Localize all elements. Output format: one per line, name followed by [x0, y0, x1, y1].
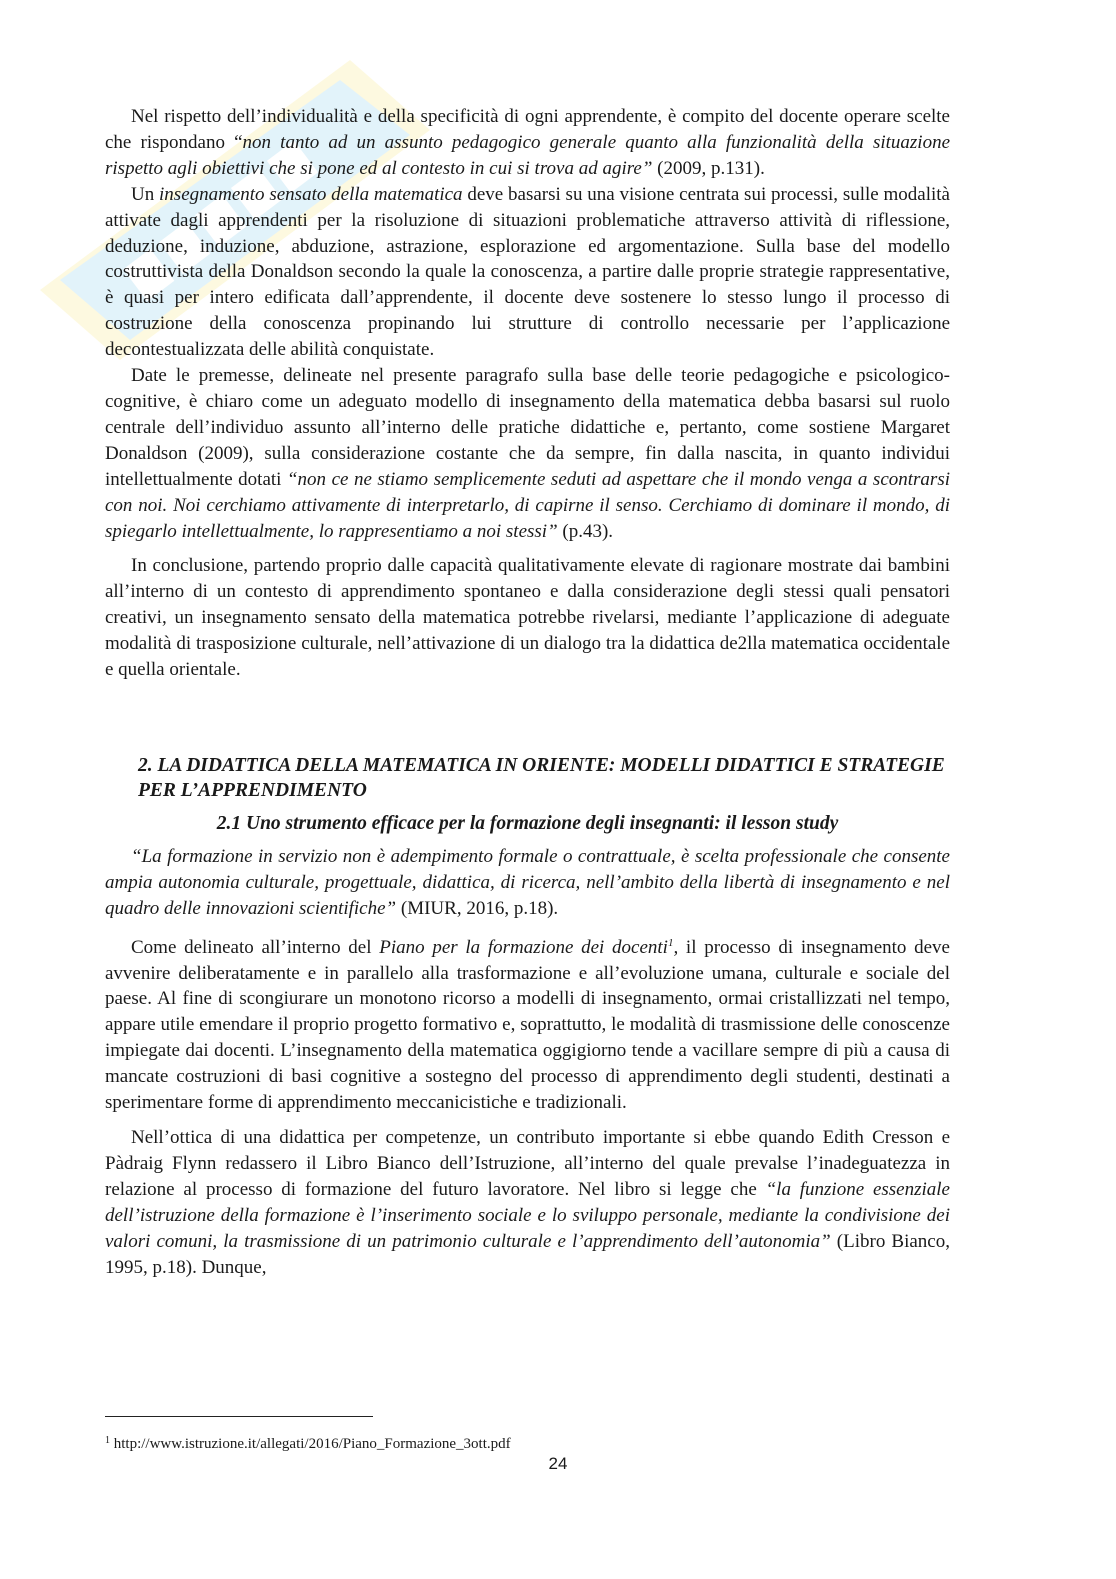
paragraph-3	[105, 363, 950, 544]
subsection-title: 2.1 Uno strumento efficace per la formazione degli insegnanti: il lesson study	[216, 812, 839, 834]
paragraph-1-quote: non tanto ad un assunto pedagogico generale quanto alla funzionalità della situazione rispetto agli obiettivi che si pone ed al contesto in cui si trova ad agire”	[105, 131, 951, 179]
paragraph-7	[105, 1125, 950, 1280]
paragraph-6-text: il processo di insegnamento deve avvenire deliberatamente e in parallelo alla trasformazione e all’evoluzione umana, culturale e sociale del paese. Al fine di scongiurare un monotono ricorso a modelli di insegnamento, ormai cristallizzati nel tempo, appare utile emendare il proprio progetto formativo e, soprattutto, le modalità di trasmissione delle conoscenze impiegate dai docenti. L’insegnamento della matematica oggigiorno tende a vacillare sempre di più a causa di mancate costruzioni di basi cognitive a sostegno del processo di apprendimento degli studenti, destinati a sperimentare forme di apprendimento meccanicistiche e tradizionali.	[105, 936, 950, 1114]
paragraph-3-text: Date le premesse, delineate nel presente paragrafo sulla base delle teorie pedagogiche e psicologico-cognitive, è chiaro come un adeguato modello di insegnamento della matematica debba basarsi sul ruolo centrale dell’individuo assunto all’interno delle pratiche didattiche e, pertanto, come sostiene Margaret Donaldson (2009), sulla considerazione costante che da sempre, fin dalla nascita, in quanto individui intellettualmente dotati	[105, 365, 950, 490]
paragraph-1-citation: (2009, p.131).	[652, 157, 765, 179]
paragraph-1	[105, 104, 950, 182]
paragraph-2-emphasis: insegnamento sensato della matematica	[159, 183, 463, 205]
paragraph-6-document-title: Piano per la formazione dei docenti	[379, 936, 668, 958]
paragraph-2	[105, 182, 950, 363]
paragraph-4: In conclusione, partendo proprio dalle capacità qualitativamente elevate di ragionare mostrate dai bambini all’interno di un contesto di apprendimento spontaneo e dalla considerazione degli stessi quali pensatori creativi, un insegnamento sensato della matematica potrebbe rivelarsi, mediante l’applicazione di adeguate modalità di trasposizione culturale, nell’attivazione di un dialogo tra la didattica de2lla matematica occidentale e quella orientale.	[105, 555, 950, 681]
paragraph-6-lead: Come delineato all’interno del	[131, 936, 380, 958]
footnote-divider	[105, 1416, 373, 1417]
paragraph-3-quote: “non ce ne stiamo semplicemente seduti ad aspettare che il mondo venga a scontrarsi con noi. Noi cerchiamo attivamente di interpretarlo, di capirne il senso. Cerchiamo di dominare il mondo, di spiegarlo intellettualmente, lo rappresentiamo a noi stessi”	[105, 468, 950, 542]
paragraph-7-quote: “la funzione essenziale dell’istruzione della formazione è l’inserimento sociale e lo sviluppo personale, mediante la condivisione dei valori comuni, la trasmissione di un patrimonio culturale e l’apprendimento dell’autonomia”	[105, 1178, 950, 1252]
paragraph-5-citation: (MIUR, 2016, p.18).	[396, 897, 559, 919]
paragraph-3-citation: (p.43).	[557, 520, 614, 542]
document-page	[105, 104, 950, 1280]
footnote-marker: 1	[105, 1435, 110, 1446]
paragraph-5	[105, 844, 950, 922]
paragraph-1-text: Nel rispetto dell’individualità e della specificità di ogni apprendente, è compito del docente operare scelte che rispondano “	[105, 106, 950, 153]
footnote-reference[interactable]: 1	[667, 936, 674, 949]
paragraph-6	[105, 931, 950, 1116]
paragraph-2-lead: Un	[131, 183, 160, 205]
paragraph-7-citation: (Libro Bianco, 1995, p.18). Dunque,	[105, 1230, 950, 1278]
paragraph-2-text: deve basarsi su una visione centrata sui processi, sulle modalità attivate dagli apprendenti per la risoluzione di situazioni problematiche attraverso attività di riflessione, deduzione, induzione, abduzione, astrazione, esplorazione ed argomentazione. Sulla base del modello costruttivista della Donaldson secondo la quale la conoscenza, a partire dalle proprie strategie rappresentative, è quasi per intero edificata dall’apprendente, il docente deve sostenere lo stesso lungo il processo di costruzione della conoscenza propinando lui strutture di controllo necessarie per l’applicazione decontestualizzata delle abilità conquistate.	[105, 183, 950, 361]
paragraph-5-quote: “La formazione in servizio non è adempimento formale o contrattuale, è scelta professionale che consente ampia autonomia culturale, progettuale, didattica, di ricerca, nell’ambito della libertà di insegnamento e nel quadro delle innovazioni scientifiche”	[105, 845, 950, 919]
page-number: 24	[548, 1454, 568, 1473]
paragraph-6-comma: ,	[673, 936, 679, 958]
footnote	[105, 1432, 511, 1453]
footnote-link[interactable]: http://www.istruzione.it/allegati/2016/Piano_Formazione_3ott.pdf	[110, 1436, 511, 1452]
paragraph-7-text: Nell’ottica di una didattica per competenze, un contributo importante si ebbe quando Edith Cresson e Pàdraig Flynn redassero il Libro Bianco dell’Istruzione, all’interno del quale prevalse l’inadeguatezza in relazione al processo di formazione del futuro lavoratore. Nel libro si legge che	[105, 1127, 950, 1200]
section-title: 2. LA DIDATTICA DELLA MATEMATICA IN ORIENTE: MODELLI DIDATTICI E STRATEGIE PER L’APPRENDIMENTO	[138, 754, 945, 801]
